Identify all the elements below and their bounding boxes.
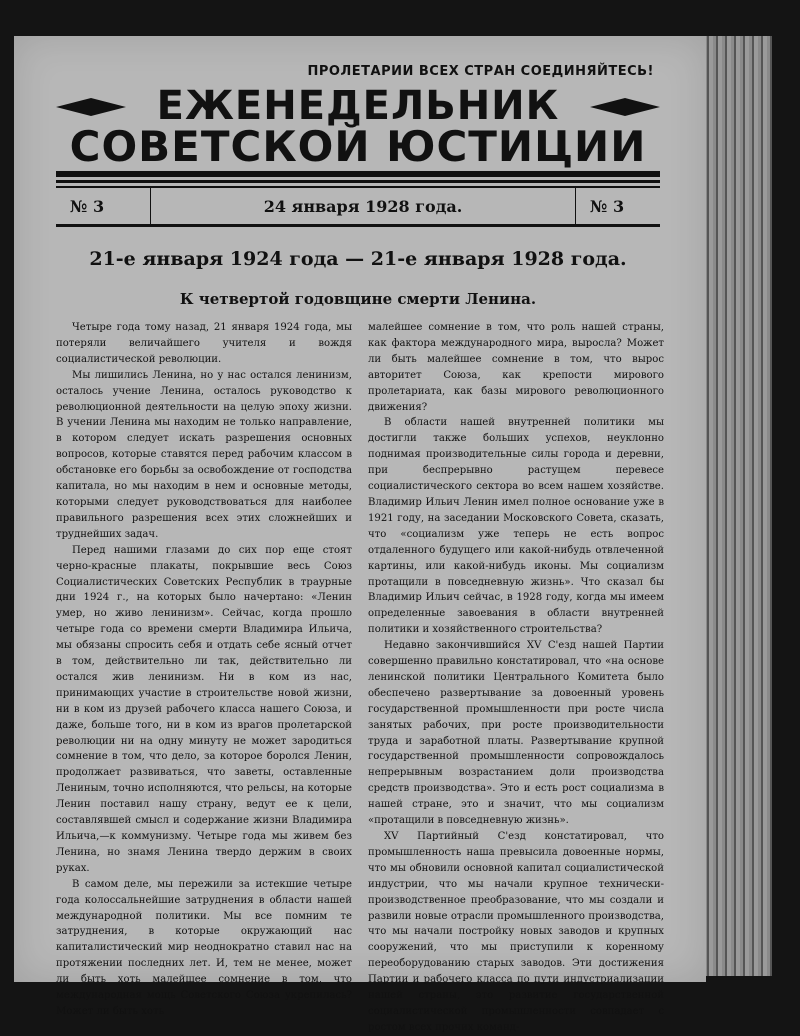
article-headline: 21-е января 1924 года — 21-е января 1928 года. xyxy=(89,248,627,270)
masthead-slogan: ПРОЛЕТАРИИ ВСЕХ СТРАН СОЕДИНЯЙТЕСЬ! xyxy=(307,64,654,79)
paragraph: Перед нашими глазами до сих пор еще стоят черно-красные плакаты, покрывшие весь Союз Социалистических Советских Республик в траурные дни 1924 г., на которых было начертано: «Ленин умер, но живо ленинизм». Сейчас, когда прошло четыре года со времени смерти Владимира Ильича, мы обязаны спросить себя и отдать себе ясный отчет в том, действительно ли так, действительно ли остался жив ленинизм. Ни в ком из нас, принимающих участие в строительстве новой жизни, ни в ком из друзей рабочего класса нашего Союза, и даже, больше того, ни в ком из врагов пролетарской революции ни на одну минуту не может зародиться сомнение в том, что дело, за которое боролся Ленин, продолжает развиваться, что заветы, оставленные Лениным, точно исполняются, что рельсы, на которые Ленин поставил нашу страну, ведут ее к цели, составлявшей смысл и содержание жизни Владимира Ильича,—к коммунизму. Четыре года мы живем без Ленина, но знамя Ленина твердо держим в своих руках. xyxy=(56,544,352,874)
left-column xyxy=(56,320,352,1017)
issue-bar xyxy=(56,186,660,227)
paragraph: Четыре года тому назад, 21 января 1924 года, мы потеряли величайшего учителя и вождя социалистической революции. xyxy=(56,322,352,365)
article-subheading: К четвертой годовщине смерти Ленина. xyxy=(179,290,537,308)
paragraph: Недавно закончившийся XV С'езд нашей Партии совершенно правильно констатировал, что «на основе ленинской политики Центрального Комитета было обеспечено развертывание за довоенный уровень государственной промышленности при росте числа занятых рабочих, при росте производительности труда и заработной платы. Развертывание крупной государственной промышленности сопровождалось непрерывным возрастанием доли производства средств производства». Это и есть рост социализма в нашей стране, это и значит, что мы социализм «протащили в повседневную жизнь». xyxy=(368,640,664,827)
paragraph: В самом деле, мы пережили за истекшие четыре года колоссальнейшие затруднения в области нашей международной политики. Мы все помним те затруднения, в которые окружающий нас капиталистический мир неоднократно ставил нас на протяжении последних лет. И, тем не менее, может ли быть хоть малейшее сомнение в том, что международная мощь Советского Союза укрепилась? Может ли быть хоть xyxy=(56,878,352,1017)
paragraph: В области нашей внутренней политики мы достигли также больших успехов, неуклонно поднимая производительные силы города и деревни, при беспрерывно растущем перевесе социалистического сектора во всем нашем хозяйстве. Владимир Ильич Ленин имел полное основание уже в 1921 году, на заседании Московского Совета, сказать, что «социализм уже теперь не есть вопрос отдаленного будущего или какой-нибудь отвлеченной картины, или какой-нибудь иконы. Мы социализм протащили в повседневную жизнь». Что сказал бы Владимир Ильич сейчас, в 1928 году, когда мы имеем определенные завоевания в области внутренней политики и хозяйственного строительства? xyxy=(368,417,664,636)
newspaper-page xyxy=(14,36,706,1033)
paragraph: малейшее сомнение в том, что роль нашей страны, как фактора международного мира, выросла? Может ли быть малейшее сомнение в том, что вырос авторитет Союза, как крепости мирового пролетариата, как базы мирового революционного движения? xyxy=(368,322,664,413)
masthead xyxy=(56,83,660,183)
paragraph: Мы лишились Ленина, но у нас остался ленинизм, осталось учение Ленина, осталось руководство к революционной деятельности на целую эпоху жизни. В учении Ленина мы находим не только направление, в котором следует искать разрешения основных вопросов, которые ставятся перед рабочим классом в обстановке его борьбы за освобождение от господства капитала, но мы находим в нем и основные методы, которыми следует руководствоваться для наиболее правильного разрешения всех этих сложнейших и труднейших задач. xyxy=(56,369,352,540)
right-diamond-ornament xyxy=(590,98,660,116)
right-column xyxy=(368,320,664,1033)
masthead-title-line1 xyxy=(56,83,660,129)
masthead-rule xyxy=(56,171,660,177)
masthead-title-line2: СОВЕТСКОЙ ЮСТИЦИИ xyxy=(69,122,647,171)
paragraph: XV Партийный С'езд констатировал, что промышленность наша превысила довоенные нормы, что мы обновили основной капитал социалистической индустрии, что мы начали крупное технически-производственное преобразование, что мы создали и развили новые отрасли промышленного производства, что мы начали постройку новых заводов и крупных сооружений, что мы приступили к коренному переоборудованию старых заводов. Эти достижения Партии и рабочего класса по пути индустриализации нашей страны, это развитие государственной социалистической промышленности совпадает с ростом всех прочих команд- xyxy=(368,831,664,1033)
masthead-rule-thin xyxy=(56,180,660,183)
article-body xyxy=(56,320,664,1033)
issue-number-right: № 3 xyxy=(575,188,660,224)
issue-date: 24 января 1928 года. xyxy=(263,196,463,216)
left-diamond-ornament xyxy=(56,98,126,116)
issue-number-left: № 3 xyxy=(56,188,151,224)
masthead-title-text1: ЕЖЕНЕДЕЛЬНИК xyxy=(156,83,560,129)
